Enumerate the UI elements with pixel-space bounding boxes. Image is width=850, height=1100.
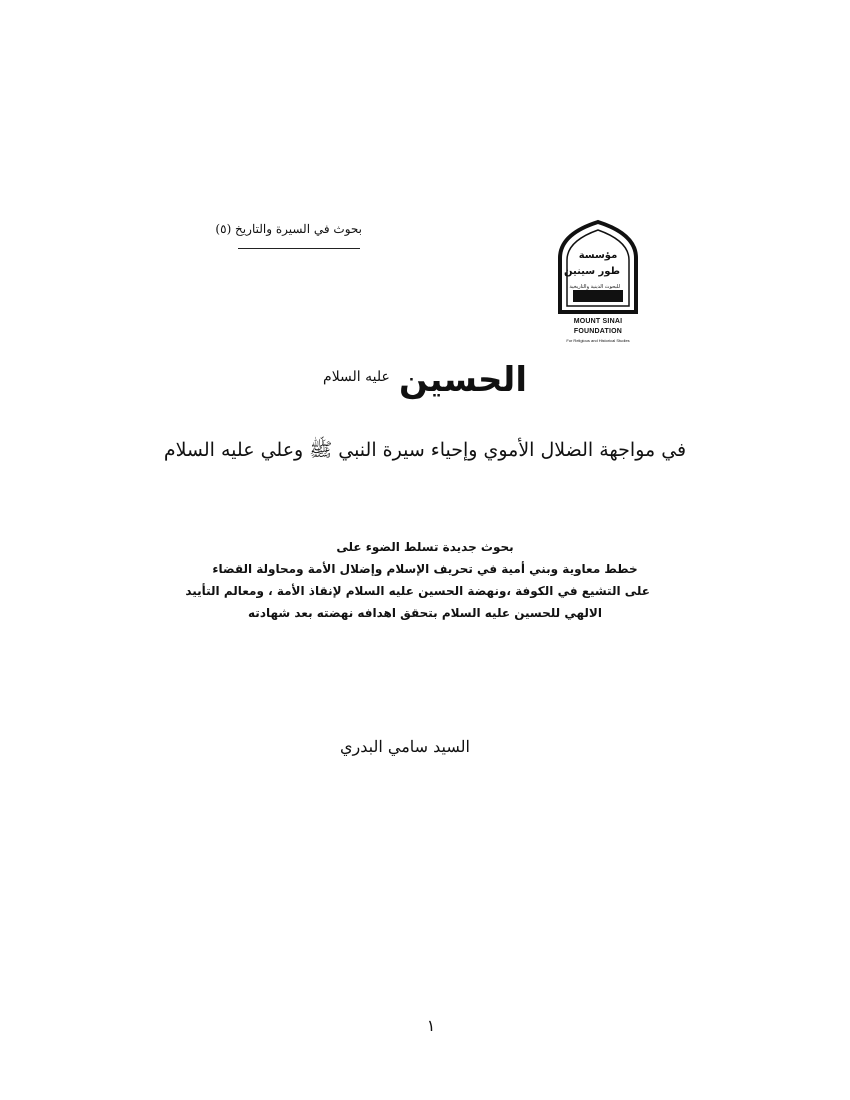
description-line: على التشيع في الكوفة ،ونهضة الحسين عليه السلام لإنقاذ الأمة ، ومعالم التأييد (185, 584, 650, 598)
series-underline (238, 248, 360, 249)
logo-english-line1: MOUNT SINAI (573, 318, 623, 325)
title-honorific: عليه السلام (323, 369, 390, 385)
series-label: بحوث في السيرة والتاريخ (٥) (215, 222, 362, 236)
logo-english-line3: For Religious and Historical Studies (566, 338, 630, 343)
logo-arabic-line1: مؤسسة (578, 250, 618, 261)
page-number: ١ (426, 1016, 436, 1035)
description-line: خطط معاوية وبني أمية في تحريف الإسلام وإضلال الأمة ومحاولة القضاء (212, 562, 638, 576)
logo-arabic-line2: طور سينين (563, 266, 620, 277)
description-line: بحوث جديدة تسلط الضوء على (336, 540, 514, 554)
logo-arabic-line3: للبحوث الدينية والتاريخية (569, 284, 620, 290)
foundation-logo (558, 218, 648, 348)
book-title (0, 360, 850, 400)
book-subtitle: في مواجهة الضلال الأموي وإحياء سيرة النبي ﷺ وعلي عليه السلام (163, 439, 687, 461)
author-name: السيد سامي البدري (340, 737, 470, 756)
title-main: الحسين (398, 360, 527, 400)
logo-english-line2: FOUNDATION (573, 328, 623, 335)
description-line: الالهي للحسين عليه السلام بتحقق اهدافه نهضته بعد شهادته (248, 606, 602, 620)
description-block (185, 536, 650, 624)
